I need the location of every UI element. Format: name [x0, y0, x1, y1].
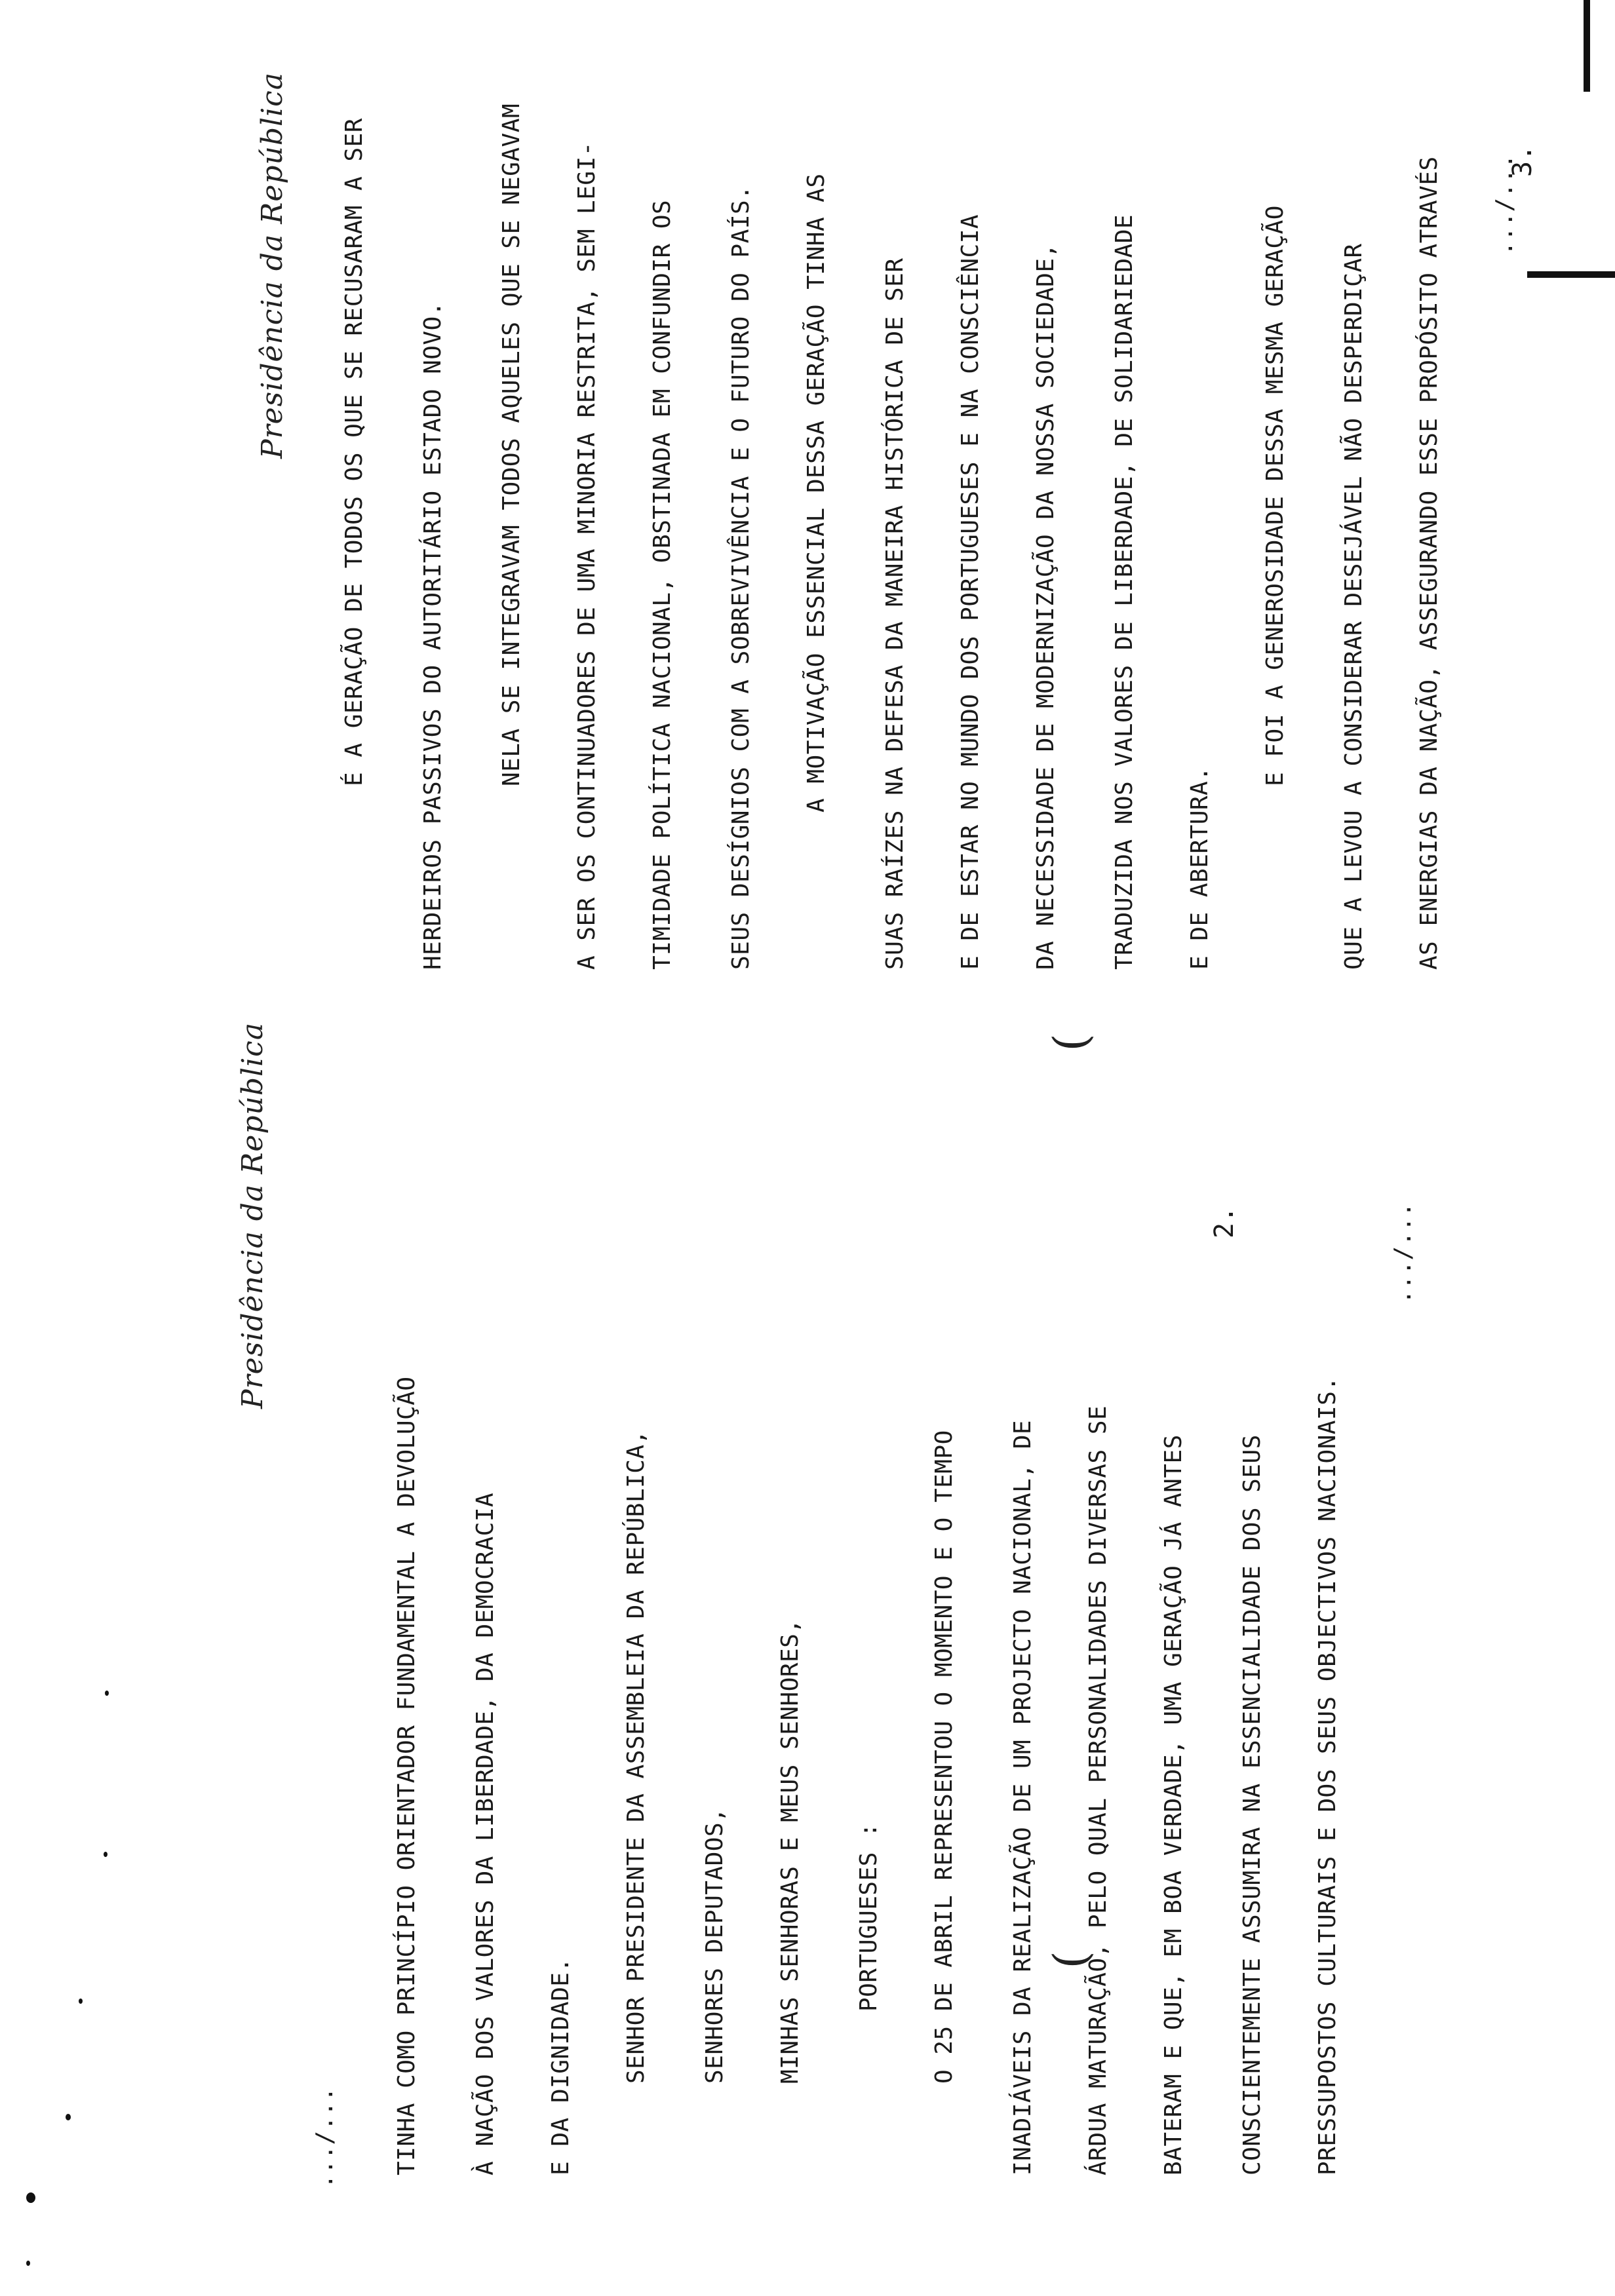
text-line: TRADUZIDA NOS VALORES DE LIBERDADE, DE SOLIDARIEDADE [1111, 214, 1138, 970]
text-line: PRESSUPOSTOS CULTURAIS E DOS SEUS OBJECTIVOS NACIONAIS. [1314, 1376, 1341, 2175]
page-number: 3. [1508, 144, 1538, 177]
text-line: O 25 DE ABRIL REPRESENTOU O MOMENTO E O TEMPO [931, 1430, 958, 2084]
punch-hole-mark-right [1527, 271, 1615, 278]
text-line: CONSCIENTEMENTE ASSUMIRA NA ESSENCIALIDADE DOS SEUS [1239, 1434, 1266, 2175]
text-line: HERDEIROS PASSIVOS DO AUTORITÁRIO ESTADO NOVO. [419, 301, 446, 970]
text-line: MINHAS SENHORAS E MEUS SENHORES, [777, 1618, 804, 2084]
continued-from: .../... [311, 2086, 338, 2189]
text-line: QUE A LEVOU A CONSIDERAR DESEJÁVEL NÃO DESPERDIÇAR [1340, 243, 1367, 970]
text-line: INADIÁVEIS DA REALIZAÇÃO DE UM PROJECTO NACIONAL, DE [1009, 1419, 1036, 2175]
text-line: À NAÇÃO DOS VALORES DA LIBERDADE, DA DEMOCRACIA [472, 1492, 499, 2175]
scan-speck [26, 2192, 35, 2203]
text-line: E FOI A GENEROSIDADE DESSA MESMA GERAÇÃO [1262, 205, 1289, 786]
scan-speck [26, 2261, 30, 2266]
text-line: BATERAM E QUE, EM BOA VERDADE, UMA GERAÇÃO JÁ ANTES [1160, 1434, 1187, 2175]
text-line: É A GERAÇÃO DE TODOS OS QUE SE RECUSARAM A SER [341, 118, 368, 786]
text-line: TIMIDADE POLÍTICA NACIONAL, OBSTINADA EM CONFUNDIR OS [649, 199, 676, 970]
scan-parenthesis-mark: ( [1043, 1951, 1098, 1969]
continued-to: .../... [1390, 1202, 1416, 1304]
text-line: SENHOR PRESIDENTE DA ASSEMBLEIA DA REPÚBLICA, [623, 1430, 650, 2084]
letterhead: Presidência da República [236, 1022, 269, 1409]
text-line: ÁRDUA MATURAÇÃO, PELO QUAL PERSONALIDADES DIVERSAS SE [1085, 1405, 1112, 2175]
text-line: DA NECESSIDADE DE MODERNIZAÇÃO DA NOSSA SOCIEDADE, [1032, 243, 1059, 970]
text-line: AS ENERGIAS DA NAÇÃO, ASSEGURANDO ESSE PROPÓSITO ATRAVÉS [1416, 156, 1443, 970]
punch-hole-mark-top [1584, 0, 1590, 92]
text-line: A SER OS CONTINUADORES DE UMA MINORIA RESTRITA, SEM LEGI- [574, 142, 600, 970]
text-line: SUAS RAÍZES NA DEFESA DA MANEIRA HISTÓRICA DE SER [882, 258, 908, 970]
text-line: SEUS DESÍGNIOS COM A SOBREVIVÊNCIA E O FUTURO DO PAÍS. [728, 185, 754, 970]
scan-speck [105, 1691, 109, 1696]
text-line: NELA SE INTEGRAVAM TODOS AQUELES QUE SE NEGAVAM [498, 103, 525, 786]
scan-speck [79, 1999, 83, 2004]
scan-parenthesis-mark: ( [1043, 1033, 1098, 1052]
text-line: PORTUGUESES : [855, 1822, 882, 2012]
scan-speck [104, 1852, 107, 1857]
text-line: E DE ESTAR NO MUNDO DOS PORTUGUESES E NA CONSCIÊNCIA [957, 214, 984, 970]
letterhead: Presidência da República [256, 71, 289, 459]
text-line: E DA DIGNIDADE. [547, 1957, 574, 2175]
text-line: A MOTIVAÇÃO ESSENCIAL DESSA GERAÇÃO TINHA AS [803, 173, 830, 813]
text-line: E DE ABERTURA. [1186, 766, 1213, 970]
text-line: SENHORES DEPUTADOS, [701, 1807, 728, 2084]
text-line: TINHA COMO PRINCÍPIO ORIENTADOR FUNDAMENTAL A DEVOLUÇÃO [393, 1376, 420, 2175]
scan-speck [66, 2114, 71, 2120]
page-number: 2. [1209, 1206, 1239, 1238]
continued-to: .../... [1491, 153, 1518, 256]
